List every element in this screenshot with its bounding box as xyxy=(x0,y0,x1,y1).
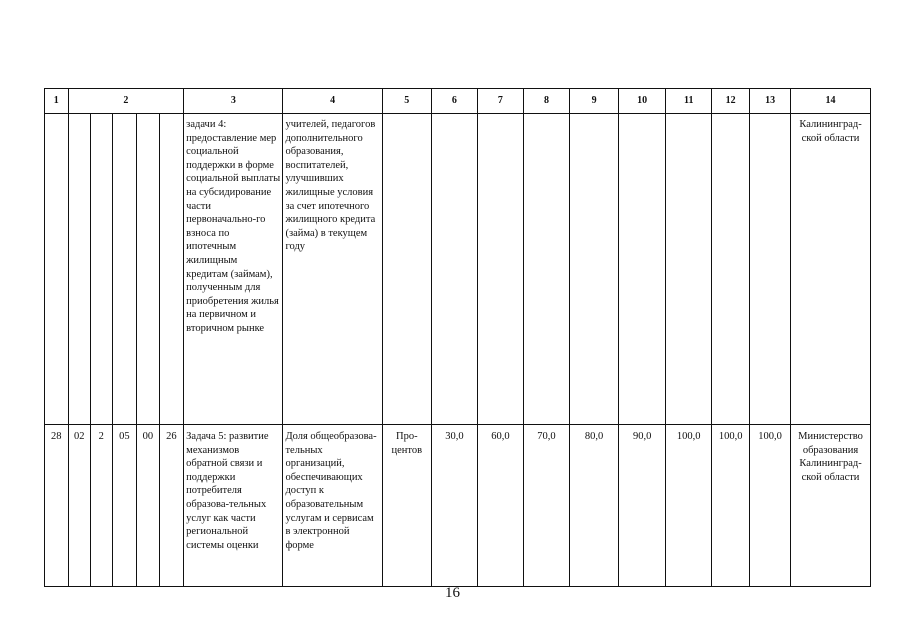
empty-cell xyxy=(477,114,523,425)
header-cell: 3 xyxy=(184,89,283,114)
header-cell: 14 xyxy=(791,89,871,114)
empty-cell xyxy=(666,114,712,425)
task-description: Задача 5: развитие механизмов обратной связи и поддержки потребителя образова-тельных услуг как части региональной системы оценки xyxy=(184,425,283,587)
table-row xyxy=(45,114,871,425)
empty-cell xyxy=(523,114,569,425)
code-cell: 26 xyxy=(159,425,184,587)
header-cell: 4 xyxy=(283,89,382,114)
indicator-description: Доля общеобразова-тельных организаций, обеспечивающих доступ к образовательным услугам и сервисам в электронной форме xyxy=(283,425,382,587)
header-cell: 5 xyxy=(382,89,431,114)
empty-cell xyxy=(570,114,619,425)
header-cell: 8 xyxy=(523,89,569,114)
empty-cell xyxy=(137,114,160,425)
empty-cell xyxy=(750,114,791,425)
empty-cell xyxy=(619,114,666,425)
table-row xyxy=(45,425,871,587)
value-cell: 80,0 xyxy=(570,425,619,587)
header-cell: 12 xyxy=(712,89,750,114)
responsible-organization: Министерство образования Калининград-ской области xyxy=(791,425,871,587)
responsible-organization: Калининград-ской области xyxy=(791,114,871,425)
value-cell: 60,0 xyxy=(477,425,523,587)
page-number: 16 xyxy=(445,585,460,601)
empty-cell xyxy=(112,114,137,425)
indicators-table xyxy=(44,88,871,587)
empty-cell xyxy=(68,114,91,425)
value-cell: 30,0 xyxy=(431,425,477,587)
value-cell: 100,0 xyxy=(666,425,712,587)
value-cell: 70,0 xyxy=(523,425,569,587)
value-cell: 90,0 xyxy=(619,425,666,587)
header-cell: 9 xyxy=(570,89,619,114)
task-description: задачи 4: предоставление мер социальной поддержки в форме социальной выплаты на субсидирование части первоначально-го взноса по ипотечным жилищным кредитам (займам), полученным для приобретения жилья на первичном и вторичном рынке xyxy=(184,114,283,425)
empty-cell xyxy=(91,114,112,425)
code-cell: 02 xyxy=(68,425,91,587)
code-cell: 28 xyxy=(45,425,69,587)
header-cell: 11 xyxy=(666,89,712,114)
unit-cell: Про-центов xyxy=(382,425,431,587)
indicator-description: учителей, педагогов дополнительного образования, воспитателей, улучшивших жилищные условия за счет ипотечного жилищного кредита (займа) в текущем году xyxy=(283,114,382,425)
empty-cell xyxy=(712,114,750,425)
empty-cell xyxy=(45,114,69,425)
empty-cell xyxy=(159,114,184,425)
header-cell: 6 xyxy=(431,89,477,114)
header-cell: 13 xyxy=(750,89,791,114)
header-row xyxy=(45,89,871,114)
header-cell: 2 xyxy=(68,89,184,114)
code-cell: 00 xyxy=(137,425,160,587)
code-cell: 2 xyxy=(91,425,112,587)
header-cell: 1 xyxy=(45,89,69,114)
header-cell: 7 xyxy=(477,89,523,114)
empty-cell xyxy=(431,114,477,425)
code-cell: 05 xyxy=(112,425,137,587)
header-cell: 10 xyxy=(619,89,666,114)
empty-cell xyxy=(382,114,431,425)
value-cell: 100,0 xyxy=(750,425,791,587)
value-cell: 100,0 xyxy=(712,425,750,587)
